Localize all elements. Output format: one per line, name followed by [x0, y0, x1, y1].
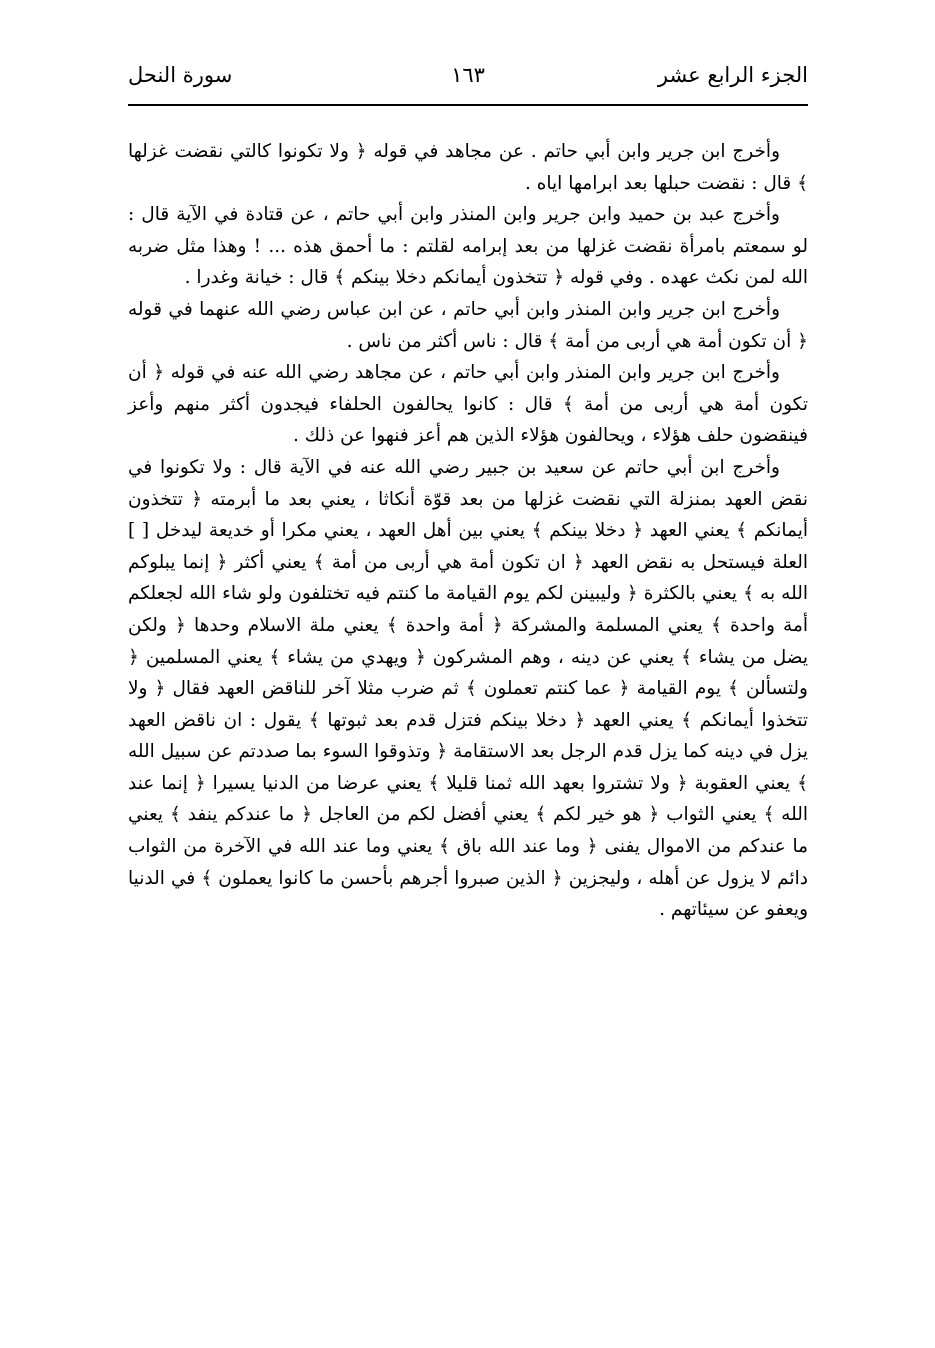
running-header [128, 50, 808, 100]
paragraph: وأخرج ابن جرير وابن أبي حاتم . عن مجاهد في قوله ﴿ ولا تكونوا كالتي نقضت غزلها ﴾ قال : نقضت حبلها بعد ابرامها اياه . [128, 141, 808, 194]
paragraph: وأخرج ابن أبي حاتم عن سعيد بن جبير رضي الله عنه في الآية قال : ولا تكونوا في نقض العهد بمنزلة التي نقضت غزلها من بعد قوّة أنكاثا ، يعني بعد ما أبرمته ﴿ تتخذون أيمانكم ﴾ يعني العهد ﴿ دخلا بينكم ﴾ يعني بين أهل العهد ، يعني مكرا أو خديعة ليدخل [ ] العلة فيستحل به نقض العهد ﴿ ان تكون أمة هي أربى من أمة ﴾ يعني أكثر ﴿ إنما يبلوكم الله به ﴾ يعني بالكثرة ﴿ وليبينن لكم يوم القيامة ما كنتم فيه تختلفون ولو شاء الله لجعلكم أمة واحدة ﴾ يعني المسلمة والمشركة ﴿ أمة واحدة ﴾ يعني ملة الاسلام وحدها ﴿ ولكن يضل من يشاء ﴾ يعني عن دينه ، وهم المشركون ﴿ ويهدي من يشاء ﴾ يعني المسلمين ﴿ ولتسألن ﴾ يوم القيامة ﴿ عما كنتم تعملون ﴾ ثم ضرب مثلا آخر للناقض العهد فقال ﴿ ولا تتخذوا أيمانكم ﴾ يعني العهد ﴿ دخلا بينكم فتزل قدم بعد ثبوتها ﴾ يقول : ان ناقض العهد يزل في دينه كما يزل قدم الرجل بعد الاستقامة ﴿ وتذوقوا السوء بما صددتم عن سبيل الله ﴾ يعني العقوبة ﴿ ولا تشتروا بعهد الله ثمنا قليلا ﴾ يعني عرضا من الدنيا يسيرا ﴿ إنما عند الله ﴾ يعني الثواب ﴿ هو خير لكم ﴾ يعني أفضل لكم من العاجل ﴿ ما عندكم ينفد ﴾ يعني ما عندكم من الاموال يفنى ﴿ وما عند الله باق ﴾ يعني وما عند الله في الآخرة من الثواب دائم لا يزول عن أهله ، وليجزين ﴿ الذين صبروا أجرهم بأحسن ما كانوا يعملون ﴾ في الدنيا ويعفو عن سيئاتهم . [128, 456, 808, 921]
paragraph: وأخرج ابن جرير وابن المنذر وابن أبي حاتم ، عن مجاهد رضي الله عنه في قوله ﴿ أن تكون أمة هي أربى من أمة ﴾ قال : كانوا يحالفون الحلفاء فيجدون أكثر منهم وأعز فينقضون حلف هؤلاء ، ويحالفون هؤلاء الذين هم أعز فنهوا عن ذلك . [128, 362, 808, 447]
surah-title: سورة النحل [128, 63, 233, 87]
main-text [128, 136, 808, 926]
paragraph: وأخرج ابن جرير وابن المنذر وابن أبي حاتم ، عن ابن عباس رضي الله عنهما في قوله ﴿ أن تكون أمة هي أربى من أمة ﴾ قال : ناس أكثر من ناس . [128, 298, 808, 352]
paragraph: وأخرج عبد بن حميد وابن جرير وابن المنذر وابن أبي حاتم ، عن قتادة في الآية قال : لو سمعتم بامرأة نقضت غزلها من بعد إبرامه لقلتم : ما أحمق هذه ... ! وهذا مثل ضربه الله لمن نكث عهده . وفي قوله ﴿ تتخذون أيمانكم دخلا بينكم ﴾ قال : خيانة وغدرا . [128, 204, 808, 289]
part-title: الجزء الرابع عشر [657, 63, 808, 87]
header-divider [128, 104, 808, 106]
page-number: ١٦٣ [451, 63, 485, 87]
